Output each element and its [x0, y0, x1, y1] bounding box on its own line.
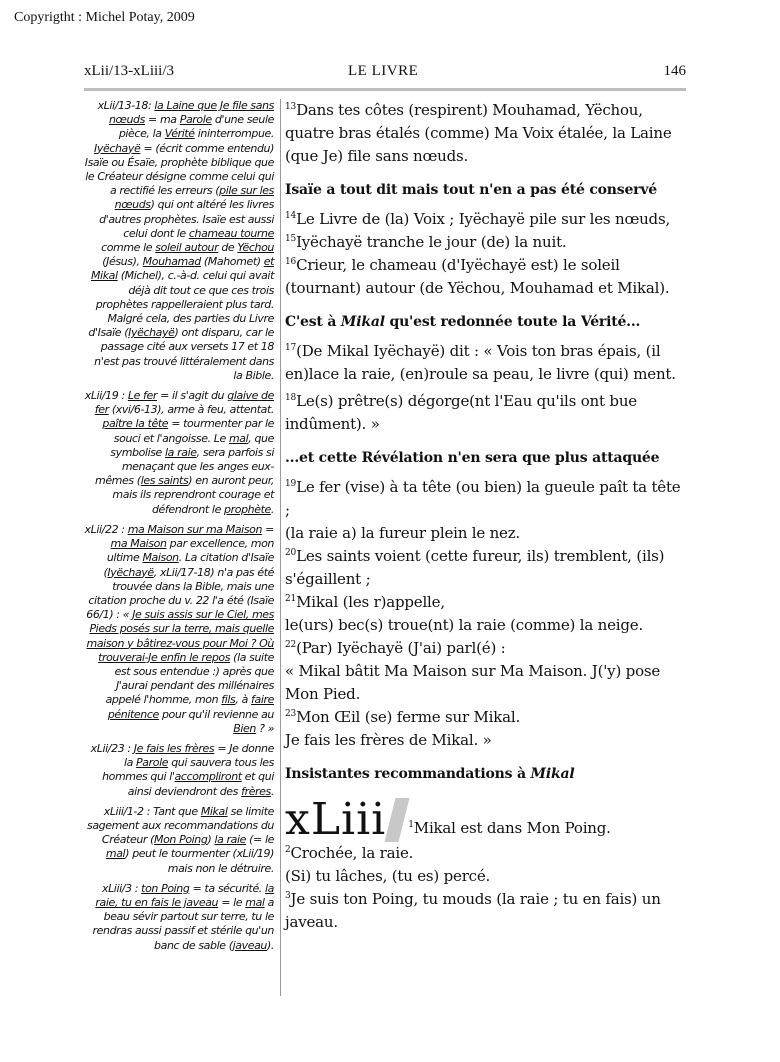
verse-16: $^{16}$Crieur, le chameau (d'Iyëchayë est) le soleil (tournant) autour (de Yëchou, Mouhamad et Mikal).: [285, 256, 670, 297]
verse-2: $^2$Crochée, la raie.: [285, 844, 414, 862]
verse-20: $^{20}$Les saints voient (cette fureur, ils) tremblent, (ils) s'égaillent ;: [285, 547, 665, 588]
verse-17: $^{17}$(De Mikal Iyëchayë) dit : « Vois ton bras épais, (il en)lace la raie, (en)roule sa peau, le livre (qui) ment.: [285, 342, 676, 383]
section-heading-recommendations: Insistantes recommandations à Mikal: [285, 766, 575, 782]
verse-21-line-2: le(urs) bec(s) troue(nt) la raie (comme) la neige.: [285, 616, 644, 634]
section-heading-isaiah: Isaïe a tout dit mais tout n'en a pas été conservé: [285, 182, 657, 198]
page-number: 146: [663, 63, 686, 79]
verse-15: $^{15}$Iyëchayë tranche le jour (de) la nuit.: [285, 233, 567, 251]
verse-19: $^{19}$Le fer (vise) à ta tête (ou bien) la gueule paît ta tête ;: [285, 478, 681, 519]
chapter-opening: [285, 792, 685, 845]
verse-23: $^{23}$Mon Œil (se) ferme sur Mikal.: [285, 708, 521, 726]
chapter-slash-ornament: [385, 798, 410, 842]
note-xlii-22: xLii/22 : ma Maison sur ma Maison = ma Maison par excellence, mon ultime Maison. La citation d'Isaïe (Iyëchayë, xLii/17-18) n'a pas été trouvée dans la Bible, mais une citation proche du v. 22 l'a été (Isaïe 66/1) : « Je suis assis sur le Ciel, mes Pieds posés sur la terre, mais quelle maison y bâtirez-vous pour Moi ? Où trouverai-Je enfin le repos (la suite est sous entendue :) après que J'aurai pendant des millénaires appelé l'homme, mon fils, à faire pénitence pour qu'il revienne au Bien ? »: [84, 522, 274, 735]
commentary-sidebar: [84, 99, 274, 959]
chapter-number: xLiii: [285, 794, 387, 845]
chapter-range: xLii/13-xLiii/3: [84, 63, 174, 79]
note-xlii-23: xLii/23 : Je fais les frères = Je donne la Parole qui sauvera tous les hommes qui l'accompliront et qui ainsi deviendront des frères.: [90, 741, 274, 798]
verse-23-line-2: Je fais les frères de Mikal. »: [285, 731, 492, 749]
verse-14: $^{14}$Le Livre de (la) Voix ; Iyëchayë pile sur les nœuds,: [285, 210, 671, 228]
verse-3: $^3$Je suis ton Poing, tu mouds (la raie ; tu en fais) un javeau.: [285, 890, 661, 931]
copyright-notice: Copyrigtht : Michel Potay, 2009: [14, 10, 195, 25]
book-title: LE LIVRE: [348, 63, 419, 79]
note-xlii-13-18: xLii/13-18: la Laine que Je file sans nœuds = ma Parole d'une seule pièce, la Vérité ininterrompue. Iyëchayë = (écrit comme entendu) Isaïe ou Ésaïe, prophète biblique que le Créateur désigne comme celui qui a rectifié les erreurs (pile sur les nœuds) qui ont altéré les livres d'autres prophètes. Isaïe est aussi celui dont le chameau tourne comme le soleil autour de Yëchou (Jésus), Mouhamad (Mahomet) et Mikal (Michel), c.-à-d. celui qui avait déjà dit tout ce que ces trois prophètes rappelleraient plus tard. Malgré cela, des parties du Livre d'Isaïe (Iyëchayë) ont disparu, car le passage cité aux versets 17 et 18 n'est pas trouvé littéralement dans la Bible.: [84, 99, 274, 382]
verse-18: $^{18}$Le(s) prêtre(s) dégorge(nt l'Eau qu'ils ont bue indûment). »: [285, 392, 637, 433]
verse-1: $^1$Mikal est dans Mon Poing.: [408, 819, 611, 837]
note-xliii-1-2: xLiii/1-2 : Tant que Mikal se limite sagement aux recommandations du Créateur (Mon Poing) la raie (= le mal) peut le tourmenter (xLii/19) mais non le détruire.: [87, 804, 274, 875]
column-divider: [280, 99, 281, 996]
section-heading-mikal-truth: C'est à Mikal qu'est redonnée toute la Vérité...: [285, 314, 641, 330]
note-xliii-3: xLiii/3 : ton Poing = ta sécurité. la raie, tu en fais le javeau = le mal a beau sévir partout sur terre, tu le rendras aussi passif et stérile qu'un banc de sable (javeau).: [92, 881, 274, 952]
verse-2-line-2: (Si) tu lâches, (tu es) percé.: [285, 867, 491, 885]
verse-22-line-2: « Mikal bâtit Ma Maison sur Ma Maison. J('y) pose Mon Pied.: [285, 662, 661, 703]
header-rule: [84, 88, 686, 91]
verse-21: $^{21}$Mikal (les r)appelle,: [285, 593, 445, 611]
verse-19-line-2: (la raie a) la fureur plein le nez.: [285, 524, 520, 542]
verse-22: $^{22}$(Par) Iyëchayë (J'ai) parl(é) :: [285, 639, 506, 657]
scripture-text: [285, 99, 685, 934]
note-xlii-19: xLii/19 : Le fer = il s'agit du glaive de fer (xvi/6-13), arme à feu, attentat. paître la tête = tourmenter par le souci et l'angoisse. Le mal, que symbolise la raie, sera parfois si menaçant que les anges eux-mêmes (les saints) en auront peur, mais ils reprendront courage et défendront le prophète.: [84, 389, 274, 516]
section-heading-revelation: ...et cette Révélation n'en sera que plus attaquée: [285, 450, 660, 466]
verse-13: $^{13}$Dans tes côtes (respirent) Mouhamad, Yëchou, quatre bras étalés (comme) Ma Voix étalée, la Laine (que Je) file sans nœuds.: [285, 101, 672, 165]
